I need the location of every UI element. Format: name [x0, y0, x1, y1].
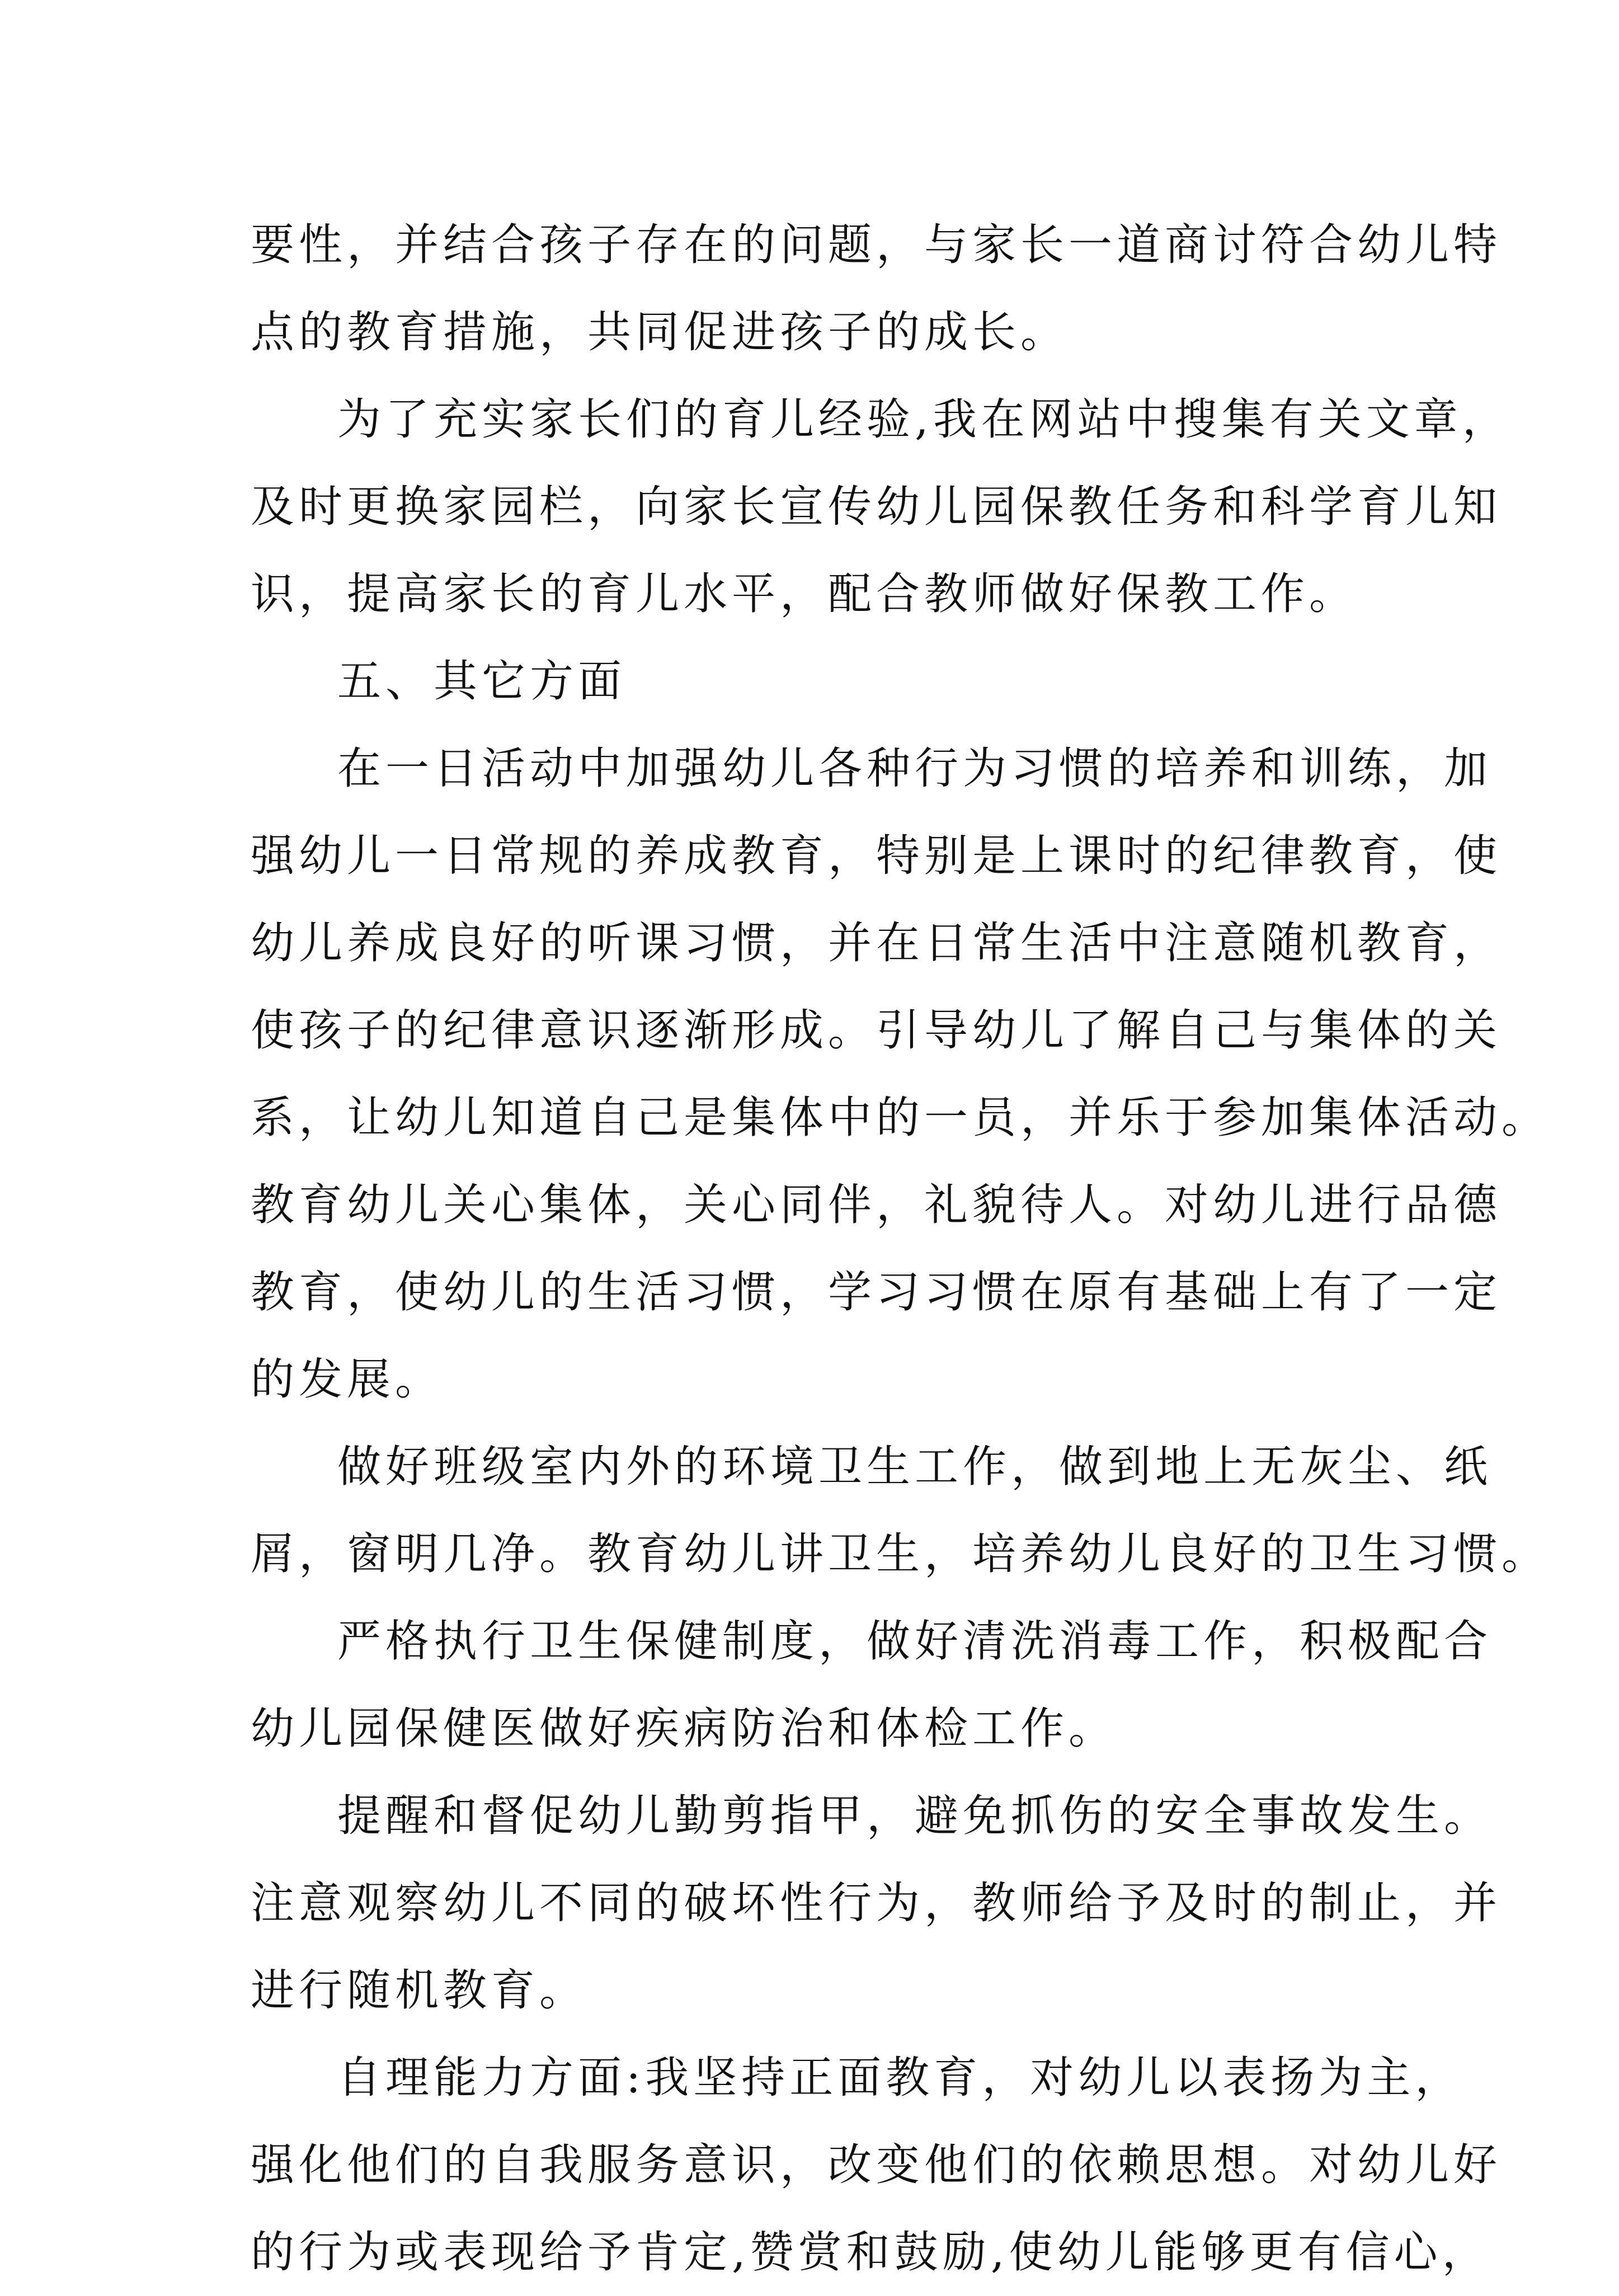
text-line: 的行为或表现给予肯定,赞赏和鼓励,使幼儿能够更有信心， — [251, 2227, 1490, 2278]
text-line: 进行随机教育。 — [251, 1965, 588, 2016]
text-line: 自理能力方面:我坚持正面教育，对幼儿以表扬为主， — [337, 2053, 1463, 2103]
text-line: 为了充实家长们的育儿经验,我在网站中搜集有关文章， — [337, 394, 1510, 445]
text-line: 做好班级室内外的环境卫生工作，做到地上无灰尘、纸 — [337, 1442, 1493, 1492]
text-line: 在一日活动中加强幼儿各种行为习惯的培养和训练，加 — [337, 744, 1493, 794]
text-line: 幼儿园保健医做好疾病防治和体检工作。 — [251, 1704, 1117, 1754]
text-line: 提醒和督促幼儿勤剪指甲，避免抓伤的安全事故发生。 — [337, 1791, 1493, 1841]
section-heading: 五、其它方面 — [337, 656, 627, 707]
text-line: 的发展。 — [251, 1354, 444, 1405]
text-line: 点的教育措施，共同促进孩子的成长。 — [251, 307, 1069, 357]
text-line: 使孩子的纪律意识逐渐形成。引导幼儿了解自己与集体的关 — [251, 1005, 1502, 1056]
text-line: 教育幼儿关心集体，关心同伴，礼貌待人。对幼儿进行品德 — [251, 1180, 1502, 1230]
text-line: 系，让幼儿知道自己是集体中的一员，并乐于参加集体活动。 — [251, 1093, 1550, 1143]
text-line: 幼儿养成良好的听课习惯，并在日常生活中注意随机教育， — [251, 918, 1502, 968]
text-line: 屑，窗明几净。教育幼儿讲卫生，培养幼儿良好的卫生习惯。 — [251, 1529, 1550, 1579]
text-line: 强化他们的自我服务意识，改变他们的依赖思想。对幼儿好 — [251, 2140, 1502, 2190]
text-line: 教育，使幼儿的生活习惯，学习习惯在原有基础上有了一定 — [251, 1267, 1502, 1318]
text-line: 注意观察幼儿不同的破坏性行为，教师给予及时的制止，并 — [251, 1878, 1502, 1928]
text-line: 严格执行卫生保健制度，做好清洗消毒工作，积极配合 — [337, 1616, 1493, 1667]
text-line: 强幼儿一日常规的养成教育，特别是上课时的纪律教育，使 — [251, 831, 1502, 881]
text-line: 要性，并结合孩子存在的问题，与家长一道商讨符合幼儿特 — [251, 220, 1502, 270]
text-line: 识，提高家长的育儿水平，配合教师做好保教工作。 — [251, 569, 1358, 619]
text-line: 及时更换家园栏，向家长宣传幼儿园保教任务和科学育儿知 — [251, 482, 1502, 532]
document-body — [251, 201, 1550, 2296]
